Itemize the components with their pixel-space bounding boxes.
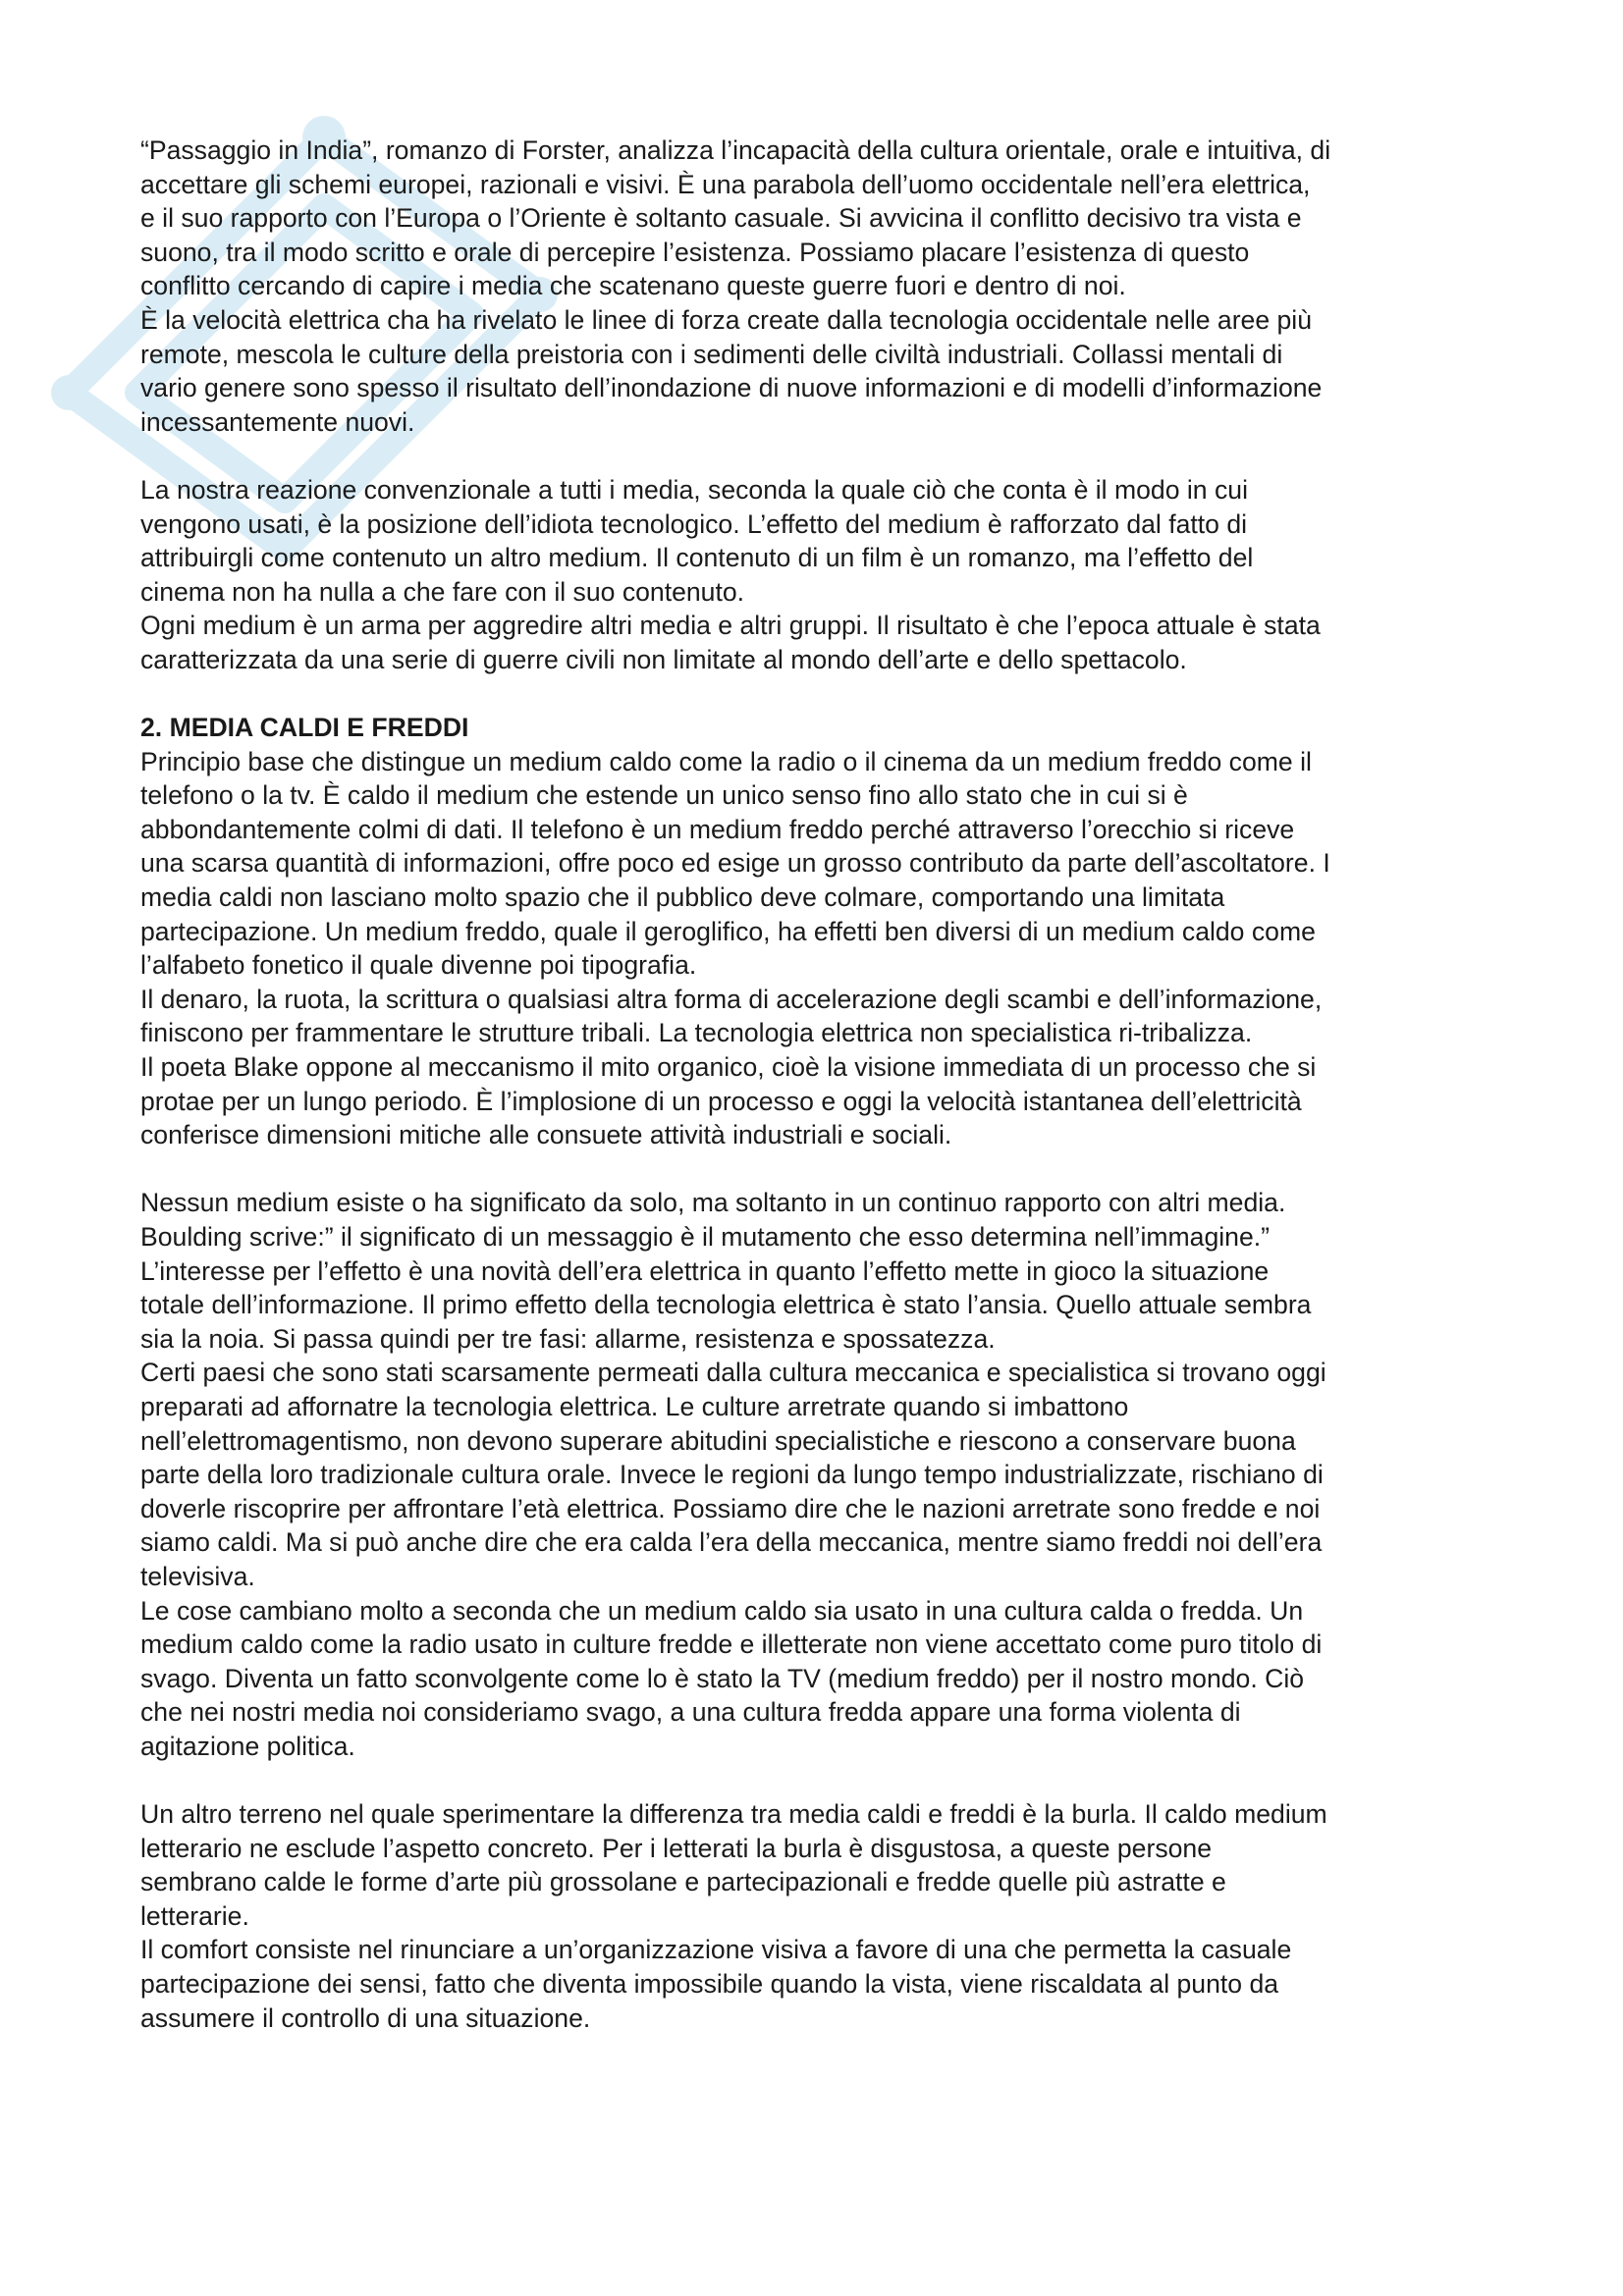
paragraph — [140, 1797, 1535, 1933]
paragraph — [140, 1356, 1535, 1593]
paragraph-spacer — [140, 439, 1535, 473]
text-line: l’alfabeto fonetico il quale divenne poi tipografia. — [140, 950, 697, 981]
text-line: Un altro terreno nel quale sperimentare la differenza tra media caldi e freddi è la burla. Il caldo medium — [140, 1799, 1327, 1830]
paragraph — [140, 473, 1535, 609]
paragraph — [140, 983, 1535, 1050]
document-body — [140, 133, 1535, 2035]
text-line: telefono o la tv. È caldo il medium che estende un unico senso fino allo stato che in cui si è — [140, 780, 1188, 811]
text-line: nell’elettromagentismo, non devono superare abitudini specialistiche e riescono a conservare buona — [140, 1425, 1296, 1456]
text-line: assumere il controllo di una situazione. — [140, 2002, 591, 2033]
paragraph — [140, 1933, 1535, 2035]
paragraph — [140, 1050, 1535, 1152]
text-line: vengono usati, è la posizione dell’idiota tecnologico. L’effetto del medium è rafforzato dal fatto di — [140, 508, 1248, 539]
text-line: Boulding scrive:” il significato di un messaggio è il mutamento che esso determina nell’immagine.” — [140, 1222, 1270, 1252]
text-line: “Passaggio in India”, romanzo di Forster, analizza l’incapacità della cultura orientale, orale e intuitiva, di — [140, 135, 1331, 165]
text-line: doverle riscoprire per affrontare l’età elettrica. Possiamo dire che le nazioni arretrate sono fredde e noi — [140, 1493, 1321, 1523]
text-line: totale dell’informazione. Il primo effetto della tecnologia elettrica è stato l’ansia. Quello attuale sembra — [140, 1290, 1312, 1320]
text-line: caratterizzata da una serie di guerre civili non limitate al mondo dell’arte e dello spettacolo. — [140, 644, 1187, 674]
text-line: che nei nostri media noi consideriamo svago, a una cultura fredda appare una forma violenta di — [140, 1697, 1241, 1728]
text-line: vario genere sono spesso il risultato dell’inondazione di nuove informazioni e di modelli d’informazione — [140, 373, 1323, 403]
text-line: svago. Diventa un fatto sconvolgente come lo è stato la TV (medium freddo) per il nostro mondo. Ciò — [140, 1663, 1305, 1693]
text-line: Il denaro, la ruota, la scrittura o qualsiasi altra forma di accelerazione degli scambi e dell’informazione, — [140, 984, 1323, 1014]
section-heading: 2. MEDIA CALDI E FREDDI — [140, 713, 469, 743]
text-line: preparati ad affornatre la tecnologia elettrica. Le culture arretrate quando si imbattono — [140, 1391, 1129, 1421]
text-line: agitazione politica. — [140, 1731, 355, 1761]
text-line: una scarsa quantità di informazioni, offre poco ed esige un grosso contributo da parte dell’ascoltatore. I — [140, 848, 1330, 879]
text-line: sembrano calde le forme d’arte più grossolane e partecipazionali e fredde quelle più astratte e — [140, 1867, 1226, 1897]
text-line: conflitto cercando di capire i media che scatenano queste guerre fuori e dentro di noi. — [140, 271, 1126, 301]
text-line: televisiva. — [140, 1561, 255, 1591]
text-line: Il poeta Blake oppone al meccanismo il mito organico, cioè la visione immediata di un processo che si — [140, 1052, 1317, 1083]
paragraph-spacer — [140, 1152, 1535, 1187]
text-line: La nostra reazione convenzionale a tutti i media, seconda la quale ciò che conta è il modo in cui — [140, 474, 1248, 505]
paragraph — [140, 303, 1535, 439]
text-line: suono, tra il modo scritto e orale di percepire l’esistenza. Possiamo placare l’esistenza di questo — [140, 237, 1250, 267]
text-line: attribuirgli come contenuto un altro medium. Il contenuto di un film è un romanzo, ma l’effetto del — [140, 543, 1254, 573]
text-line: sia la noia. Si passa quindi per tre fasi: allarme, resistenza e spossatezza. — [140, 1323, 996, 1354]
text-line: conferisce dimensioni mitiche alle consuete attività industriali e sociali. — [140, 1120, 952, 1150]
text-line: letterarie. — [140, 1900, 249, 1931]
text-line: Il comfort consiste nel rinunciare a un’organizzazione visiva a favore di una che permetta la casuale — [140, 1935, 1292, 1965]
text-line: remote, mescola le culture della preistoria con i sedimenti delle civiltà industriali. Collassi mentali di — [140, 339, 1283, 369]
text-line: Ogni medium è un arma per aggredire altri media e altri gruppi. Il risultato è che l’epoca attuale è stata — [140, 611, 1321, 641]
text-line: Principio base che distingue un medium caldo come la radio o il cinema da un medium freddo come il — [140, 746, 1312, 776]
text-line: Certi paesi che sono stati scarsamente permeati dalla cultura meccanica e specialistica si trovano oggi — [140, 1358, 1326, 1388]
text-line: media caldi non lasciano molto spazio che il pubblico deve colmare, comportando una limitata — [140, 882, 1225, 913]
text-line: partecipazione dei sensi, fatto che diventa impossibile quando la vista, viene riscaldata al punto da — [140, 1969, 1279, 2000]
text-line: Nessun medium esiste o ha significato da solo, ma soltanto in un continuo rapporto con altri media. — [140, 1188, 1286, 1218]
text-line: cinema non ha nulla a che fare con il suo contenuto. — [140, 576, 745, 607]
text-line: incessantemente nuovi. — [140, 406, 415, 437]
paragraph-spacer — [140, 677, 1535, 712]
paragraph — [140, 1186, 1535, 1356]
text-line: accettare gli schemi europei, razionali e visivi. È una parabola dell’uomo occidentale nell’era elettrica, — [140, 169, 1311, 199]
text-line: È la velocità elettrica cha ha rivelato le linee di forza create dalla tecnologia occidentale nelle aree più — [140, 304, 1313, 335]
text-line: abbondantemente colmi di dati. Il telefono è un medium freddo perché attraverso l’orecchio si riceve — [140, 814, 1295, 844]
text-line: L’interesse per l’effetto è una novità dell’era elettrica in quanto l’effetto mette in gioco la situazione — [140, 1255, 1270, 1286]
text-line: letterario ne esclude l’aspetto concreto. Per i letterati la burla è disgustosa, a queste persone — [140, 1833, 1212, 1863]
paragraph — [140, 609, 1535, 676]
paragraph — [140, 1594, 1535, 1764]
text-line: Le cose cambiano molto a seconda che un medium caldo sia usato in una cultura calda o fredda. Un — [140, 1595, 1304, 1626]
text-line: partecipazione. Un medium freddo, quale il geroglifico, ha effetti ben diversi di un medium caldo come — [140, 916, 1316, 946]
text-line: parte della loro tradizionale cultura orale. Invece le regioni da lungo tempo industrializzate, rischiano di — [140, 1460, 1324, 1490]
section-media-caldi-freddi — [140, 711, 1535, 983]
text-line: protae per un lungo periodo. È l’implosione di un processo e oggi la velocità istantanea dell’elettricità — [140, 1086, 1302, 1116]
text-line: finiscono per frammentare le strutture tribali. La tecnologia elettrica non specialistica ri-tribalizza. — [140, 1018, 1253, 1048]
paragraph — [140, 133, 1535, 303]
text-line: e il suo rapporto con l’Europa o l’Oriente è soltanto casuale. Si avvicina il conflitto decisivo tra vista e — [140, 203, 1302, 234]
text-line: siamo caldi. Ma si può anche dire che era calda l’era della meccanica, mentre siamo freddi noi dell’era — [140, 1527, 1323, 1558]
text-line: medium caldo come la radio usato in culture fredde e illetterate non viene accettato come puro titolo di — [140, 1629, 1323, 1660]
paragraph-spacer — [140, 1764, 1535, 1798]
